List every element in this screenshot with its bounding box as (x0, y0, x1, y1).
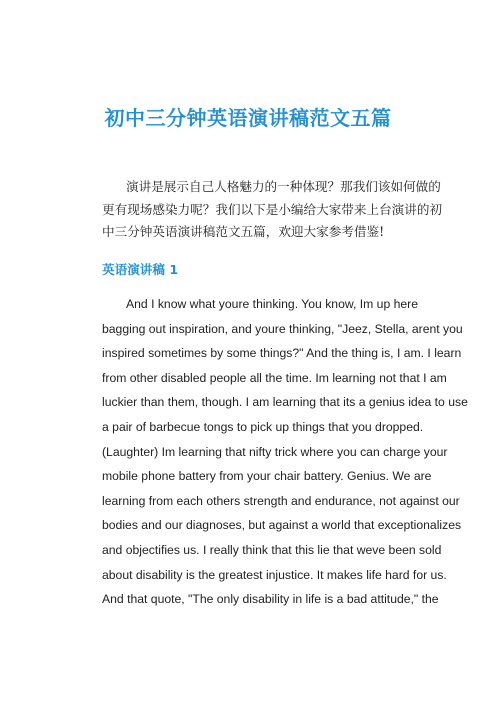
speech-line: inspired sometimes by some things?" And the thing is, I am. I learn (102, 346, 462, 361)
speech-line: and objectifies us. I really think that this lie that weve been sold (102, 542, 442, 557)
speech-paragraph (102, 292, 468, 612)
speech-line: from other disabled people all the time. Im learning not that I am (102, 370, 447, 385)
speech-line: learning from each others strength and endurance, not against our (102, 493, 460, 508)
intro-line: 演讲是展示自己人格魅力的一种体现？那我们该如何做的 (126, 179, 441, 194)
intro-paragraph (102, 176, 443, 244)
document-title: 初中三分钟英语演讲稿范文五篇 (104, 106, 392, 130)
speech-line: luckier than them, though. I am learning that its a genius idea to use (102, 395, 468, 410)
speech-line: And I know what youre thinking. You know, Im up here (126, 297, 419, 311)
speech-line: mobile phone battery from your chair battery. Genius. We are (102, 469, 432, 484)
speech-line: bodies and our diagnoses, but against a world that exceptionalizes (102, 518, 462, 533)
intro-line: 中三分钟英语演讲稿范文五篇，欢迎大家参考借鉴! (102, 224, 385, 240)
intro-line: 更有现场感染力呢？我们以下是小编给大家带来上台演讲的初 (102, 201, 443, 217)
speech-line: bagging out inspiration, and youre thinking, "Jeez, Stella, arent you (102, 321, 463, 336)
speech-line: (Laughter) Im learning that nifty trick where you can charge your (102, 444, 448, 459)
speech-line: And that quote, "The only disability in life is a bad attitude," the (102, 592, 439, 607)
speech-line: about disability is the greatest injustice. It makes life hard for us. (102, 567, 447, 582)
speech-line: a pair of barbecue tongs to pick up things that you dropped. (102, 419, 424, 434)
section-heading: 英语演讲稿 1 (102, 262, 179, 277)
